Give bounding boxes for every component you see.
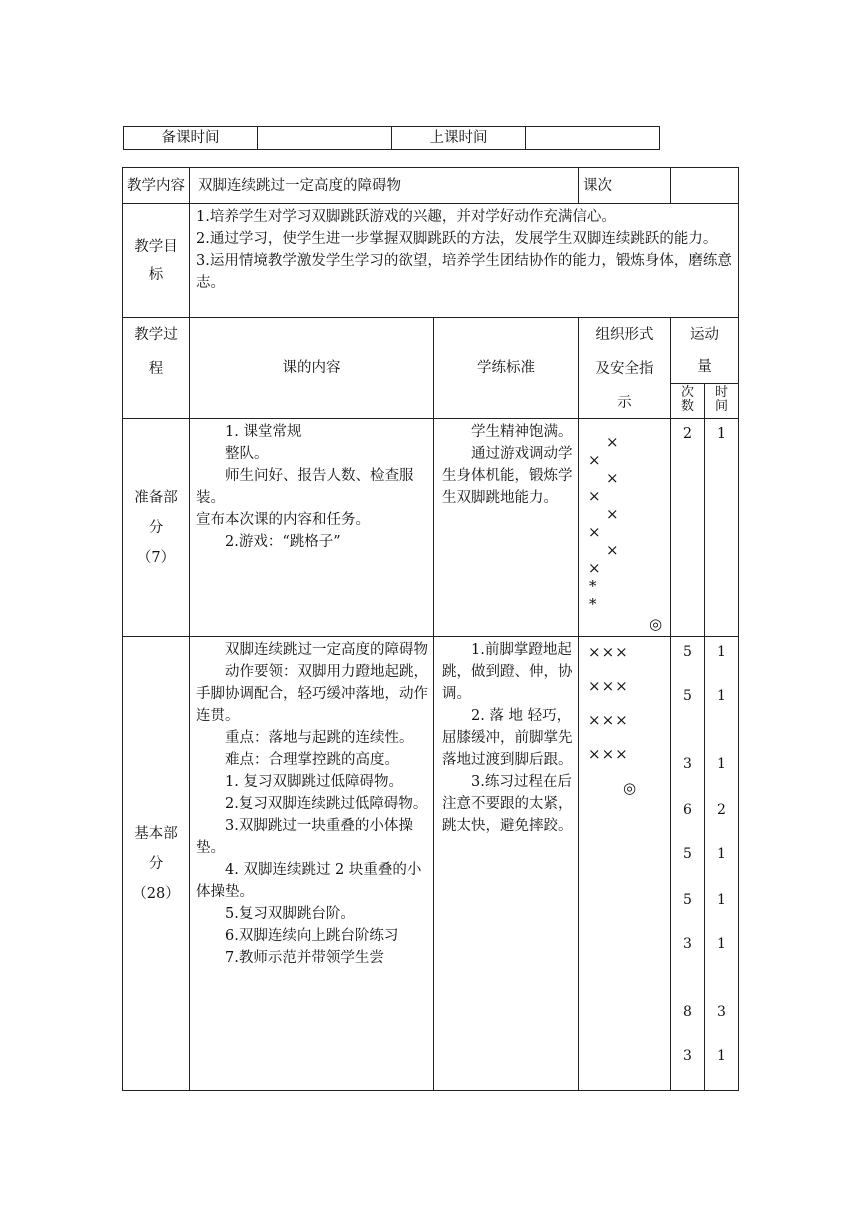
formation-row: ××× [588,711,629,729]
basic-content-line: 难点：合理掌控跳的高度。 [225,752,399,768]
times-value: 3 [683,936,692,952]
content-value-text: 双脚连续跳过一定高度的障碍物 [198,177,401,194]
objectives-list [190,204,739,318]
basic-label-line1: 基本部 [134,825,178,842]
basic-content-line: 3.双脚跳过一块重叠的小体操垫。 [196,818,413,856]
cross-mark: × [588,523,601,541]
prep-content-line: 1. 课堂常规 [225,424,302,440]
basic-organization [579,637,671,1091]
basic-content-line: 4. 双脚连续跳过 2 块重叠的小体操垫。 [196,862,422,900]
prep-standard-line: 学生精神饱满。 [471,424,573,440]
content-value [190,168,579,204]
duration-header-line2: 间 [715,399,729,414]
basic-standard [434,637,579,1091]
duration-header-line1: 时 [715,385,729,400]
times-value: 5 [683,688,692,704]
times-value: 3 [683,1048,692,1064]
prep-content [190,419,434,637]
class-time-value[interactable] [526,127,660,150]
star-mark: * [589,595,597,613]
org-header-line3: 示 [617,395,632,411]
formation-row: ××× [588,677,629,695]
prep-standard-line: 通过游戏调动学生身体机能，锻炼学生双脚跳地能力。 [442,446,573,506]
objectives-label [123,204,190,318]
duration-value: 1 [717,756,726,772]
formation-row: ××× [588,745,629,763]
times-header-line2: 数 [681,399,695,414]
times-value: 5 [683,644,692,660]
prep-label-line1: 准备部 [134,489,178,506]
prep-label-line2: 分 [148,519,164,536]
basic-content-line: 6.双脚连续向上跳台阶练习 [225,928,399,944]
teacher-mark: ◎ [623,779,637,797]
objectives-label-line1: 教学目 [134,238,178,255]
basic-standard-line: 2. 落 地 轻巧，屈膝缓冲，前脚掌先落地过渡到脚后跟。 [442,708,573,768]
org-header-line2: 及安全指 [595,361,654,377]
objective-item-3: 3.运用情境教学激发学生学习的欲望，培养学生团结协作的能力，锻炼身体，磨练意志。 [196,253,732,291]
prep-content-line: 宣布本次课的内容和任务。 [196,512,370,528]
times-value: 8 [683,1004,692,1020]
prep-times: 2 [671,419,705,637]
objectives-label-line2: 标 [148,266,164,283]
content-label: 教学内容 [123,168,190,204]
duration-value: 2 [717,802,726,818]
prep-standard [434,419,579,637]
times-value: 5 [683,846,692,862]
process-header [123,318,190,419]
basic-content-line: 双脚连续跳过一定高度的障碍物 [225,642,428,658]
cross-mark: × [588,451,601,469]
basic-standard-line: 1.前脚掌蹬地起跳，做到蹬、伸，协调。 [442,642,573,702]
prep-label [123,419,190,637]
standard-header: 学练标准 [434,318,579,419]
duration-value: 1 [717,936,726,952]
load-header [671,318,739,384]
schedule-table [123,126,660,150]
duration-value: 1 [717,1048,726,1064]
lesson-label-cell [579,168,671,204]
prep-organization [579,419,671,637]
cross-mark: × [606,541,619,559]
basic-content [190,637,434,1091]
duration-value: 1 [717,644,726,660]
lesson-label: 课次 [583,177,613,194]
duration-header [705,384,739,419]
lesson-table [122,167,739,1091]
cross-mark: × [606,433,619,451]
times-header [671,384,705,419]
basic-label [123,637,190,1091]
prep-content-line: 师生问好、报告人数、检查服装。 [196,468,414,506]
teacher-mark: ◎ [649,615,663,633]
cross-mark: × [588,559,601,577]
duration-value: 1 [717,846,726,862]
cross-mark: × [606,505,619,523]
class-time-label: 上课时间 [392,127,526,150]
basic-standard-line: 3.练习过程在后注意不要跟的太紧，跳太快，避免摔跤。 [442,774,573,834]
load-header-line1: 运动 [690,327,720,343]
cross-mark: × [606,469,619,487]
prep-content-line: 2.游戏：“跳格子” [225,534,341,550]
times-value: 3 [683,756,692,772]
basic-times [671,637,705,1091]
prep-label-line3: （7） [136,549,176,566]
basic-content-line: 5.复习双脚跳台阶。 [225,906,355,922]
objective-item-1: 1.培养学生对学习双脚跳跃游戏的兴趣，并对学好动作充满信心。 [196,209,616,225]
org-header [579,318,671,419]
star-mark: * [589,577,597,595]
process-header-line2: 程 [148,361,164,377]
content-header: 课的内容 [190,318,434,419]
prep-content-line: 整队。 [225,446,269,462]
basic-content-line: 动作要领：双脚用力蹬地起跳，手脚协调配合，轻巧缓冲落地，动作连贯。 [196,664,428,724]
times-value: 6 [683,802,692,818]
basic-duration [705,637,739,1091]
times-header-line1: 次 [681,385,695,400]
basic-label-line3: （28） [132,885,180,902]
basic-content-line: 7.教师示范并带领学生尝 [225,950,384,966]
cross-mark: × [588,487,601,505]
duration-value: 1 [717,892,726,908]
lesson-value[interactable] [671,168,739,204]
basic-label-line2: 分 [148,855,164,872]
process-header-line1: 教学过 [134,327,178,343]
basic-content-line: 重点：落地与起跳的连续性。 [225,730,414,746]
prep-duration: 1 [705,419,739,637]
basic-content-line: 2.复习双脚连续跳过低障碍物。 [225,796,428,812]
formation-row: ××× [588,643,629,661]
duration-value: 3 [717,1004,726,1020]
prep-time-label: 备课时间 [124,127,258,150]
load-header-line2: 量 [697,359,712,375]
objective-item-2: 2.通过学习，使学生进一步掌握双脚跳跃的方法，发展学生双脚连续跳跃的能力。 [196,231,718,247]
org-header-line1: 组织形式 [595,327,654,343]
basic-content-line: 1. 复习双脚跳过低障碍物。 [225,774,403,790]
times-value: 5 [683,892,692,908]
prep-time-value[interactable] [258,127,392,150]
duration-value: 1 [717,688,726,704]
